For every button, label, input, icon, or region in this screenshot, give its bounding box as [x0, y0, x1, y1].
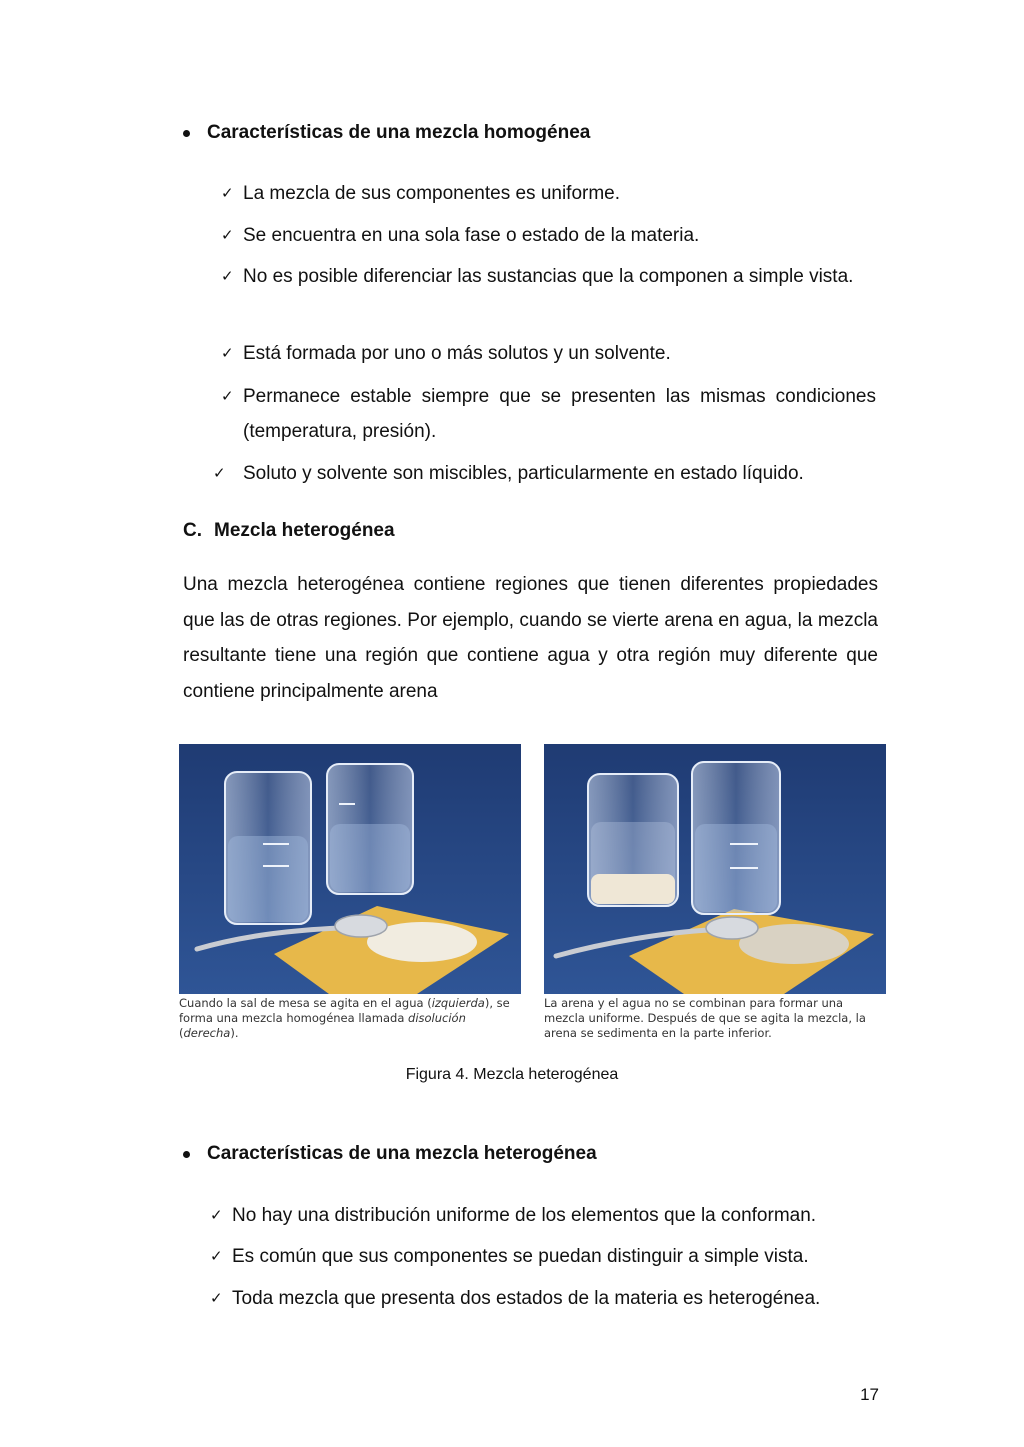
caption-text: Cuando la sal de mesa se agita en el agua (	[179, 996, 432, 1010]
heterogeneous-heading-text: Características de una mezcla heterogénea	[207, 1143, 597, 1164]
list-item-text: No hay una distribución uniforme de los elementos que la conforman.	[232, 1205, 817, 1226]
caption-emphasis: derecha	[183, 1026, 231, 1040]
check-icon: ✓	[221, 344, 234, 362]
list-item	[221, 259, 876, 294]
list-item-text: Soluto y solvente son miscibles, particularmente en estado líquido.	[243, 463, 804, 484]
list-item-text: La mezcla de sus componentes es uniforme.	[243, 183, 621, 204]
check-icon: ✓	[221, 226, 234, 244]
check-icon: ✓	[221, 387, 234, 405]
list-item	[221, 218, 876, 253]
figure-right	[544, 744, 886, 1044]
list-item-text: Toda mezcla que presenta dos estados de la materia es heterogénea.	[232, 1288, 821, 1309]
check-icon: ✓	[213, 464, 226, 482]
caption-text: ).	[230, 1026, 239, 1040]
list-item-text: Se encuentra en una sola fase o estado de la materia.	[243, 225, 700, 246]
salt-water-photo	[179, 744, 521, 994]
list-item	[221, 379, 876, 449]
list-item-text: Es común que sus componentes se puedan distinguir a simple vista.	[232, 1246, 809, 1267]
caption-text: ), se forma una mezcla homogénea llamada	[179, 996, 510, 1025]
homogeneous-heading	[183, 122, 590, 144]
list-item-text: No es posible diferenciar las sustancias que la componen a simple vista.	[243, 266, 854, 287]
caption-emphasis: disolución	[408, 1011, 466, 1025]
check-icon: ✓	[210, 1247, 223, 1265]
list-item	[221, 336, 876, 371]
section-letter: C.	[183, 520, 202, 541]
list-item-text: Está formada por uno o más solutos y un solvente.	[243, 343, 671, 364]
list-item	[210, 1239, 880, 1274]
list-item	[210, 1281, 880, 1316]
caption-emphasis: izquierda	[431, 996, 485, 1010]
list-item	[210, 1198, 880, 1233]
check-icon: ✓	[221, 184, 234, 202]
figure-label: Figura 4. Mezcla heterogénea	[405, 1066, 619, 1083]
homogeneous-heading-text: Características de una mezcla homogénea	[207, 122, 591, 143]
figure-right-caption: La arena y el agua no se combinan para formar una mezcla uniforme. Después de que se agita la mezcla, la arena se sedimenta en la parte inferior.	[544, 996, 866, 1040]
section-title: Mezcla heterogénea	[214, 520, 395, 541]
heterogeneous-heading	[183, 1143, 597, 1165]
bullet-icon	[183, 1151, 190, 1158]
sand-water-photo	[544, 744, 886, 994]
check-icon: ✓	[210, 1206, 223, 1224]
figure-left-caption	[179, 996, 521, 1041]
figure-left	[179, 744, 521, 1044]
list-item-text: Permanece estable siempre que se presenten las mismas condiciones (temperatura, presión).	[243, 386, 876, 442]
check-icon: ✓	[221, 267, 234, 285]
caption-text: (	[179, 1026, 184, 1040]
section-paragraph: Una mezcla heterogénea contiene regiones que tienen diferentes propiedades que las de otras regiones. Por ejemplo, cuando se vierte arena en agua, la mezcla resultante tiene una región que contiene agua y otra región muy diferente que contiene principalmente arena	[183, 574, 878, 702]
list-item	[221, 176, 876, 211]
bullet-icon	[183, 130, 190, 137]
list-item	[213, 456, 876, 491]
check-icon: ✓	[210, 1289, 223, 1307]
section-heading	[183, 520, 395, 542]
page-number: 17	[860, 1385, 879, 1404]
